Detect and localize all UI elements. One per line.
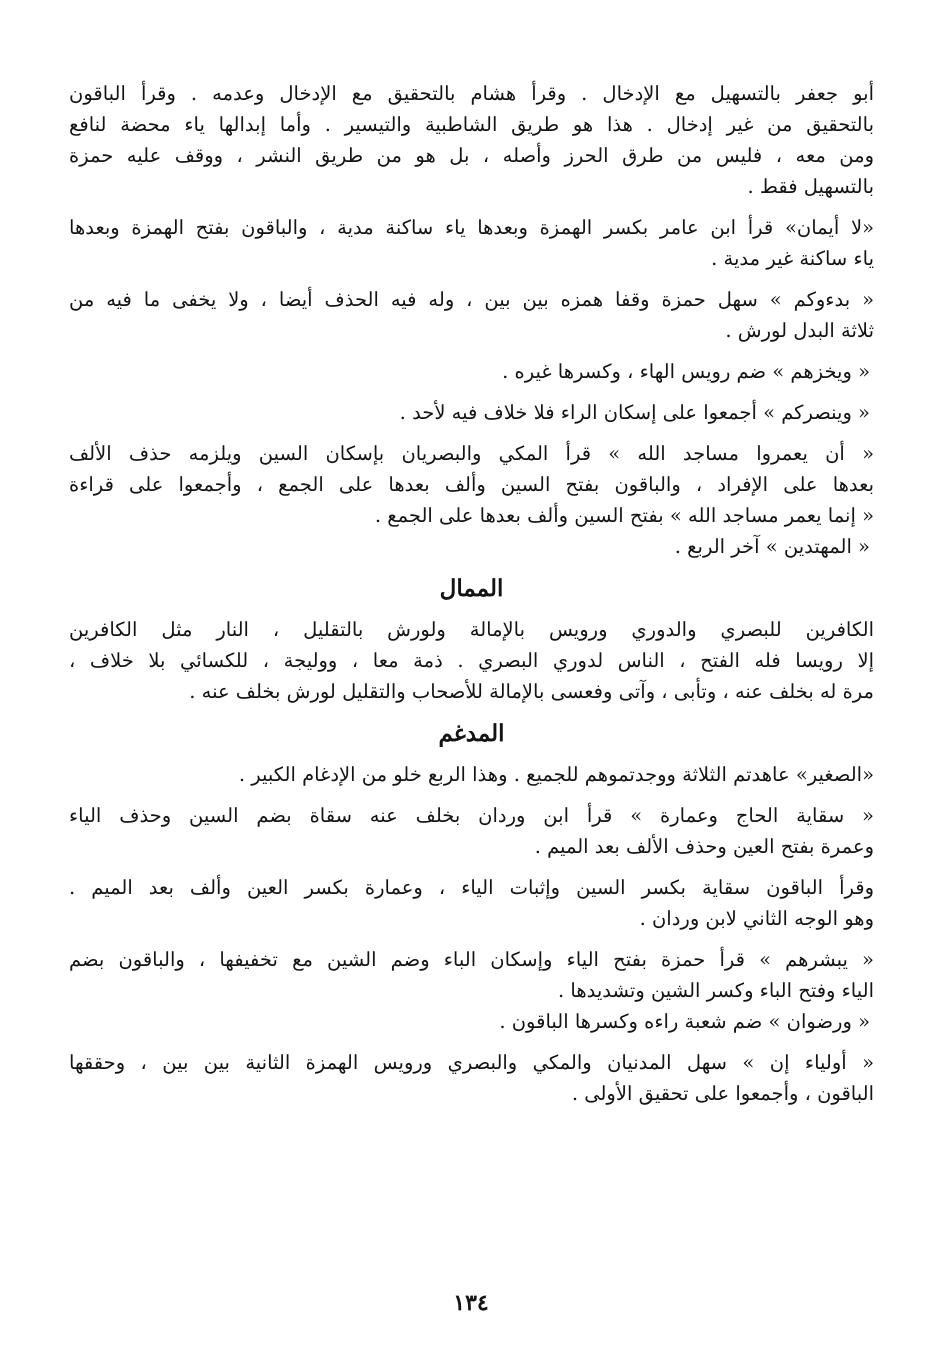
- text-line: مرة له بخلف عنه ، وتأبى ، وآتى وفعسى بالإمالة للأصحاب والتقليل لورش بخلف عنه .: [189, 680, 874, 703]
- section-mudgham: [69, 759, 874, 1109]
- text-line: «لا أيمان» قرأ ابن عامر بكسر الهمزة وبعدها ياء ساكنة مدية ، والباقون بفتح الهمزة وبعدها: [69, 216, 874, 239]
- text-line: « ويخزهم » ضم رويس الهاء ، وكسرها غيره .: [502, 360, 870, 383]
- text-line: وعمرة بفتح العين وحذف الألف بعد الميم .: [534, 835, 874, 858]
- text-line: « يبشرهم » قرأ حمزة بفتح الياء وإسكان الباء وضم الشين مع تخفيفها ، والباقون بضم: [69, 948, 874, 971]
- text-line: « وينصركم » أجمعوا على إسكان الراء فلا خلاف فيه لأحد .: [399, 401, 870, 424]
- text-line: أبو جعفر بالتسهيل مع الإدخال . وقرأ هشام بالتحقيق مع الإدخال وعدمه . وقرأ الباقون: [69, 82, 874, 105]
- text-line: « أن يعمروا مساجد الله » قرأ المكي والبصريان بإسكان السين ويلزمه حذف الألف: [69, 442, 874, 465]
- section-mumal: [69, 614, 874, 707]
- section-top: [69, 78, 874, 562]
- text-line: « أولياء إن » سهل المدنيان والمكي والبصري ورويس الهمزة الثانية بين بين ، وحققها: [69, 1051, 874, 1074]
- section-heading-mudgham: المدغم: [438, 720, 505, 747]
- text-line: ياء ساكنة غير مدية .: [711, 247, 874, 270]
- text-line: وهو الوجه الثاني لابن وردان .: [639, 907, 874, 930]
- text-line: « سقاية الحاج وعمارة » قرأ ابن وردان بخلف عنه سقاة بضم السين وحذف الياء: [69, 804, 874, 827]
- page-body: [69, 78, 874, 1109]
- text-line: بالتسهيل فقط .: [747, 175, 874, 198]
- text-line: الباقون ، وأجمعوا على تحقيق الأولى .: [571, 1082, 874, 1105]
- page-number: ١٣٤: [453, 1290, 489, 1316]
- text-line: الياء وفتح الباء وكسر الشين وتشديدها .: [557, 979, 874, 1002]
- text-line: « المهتدين » آخر الربع .: [674, 535, 870, 558]
- text-line: ومن معه ، فليس من طرق الحرز وأصله ، بل هو من طريق النشر ، ووقف عليه حمزة: [69, 144, 874, 167]
- text-line: «الصغير» عاهدتم الثلاثة ووجدتموهم للجميع . وهذا الربع خلو من الإدغام الكبير .: [238, 763, 874, 786]
- text-line: بعدها على الإفراد ، والباقون بفتح السين وألف بعدها على الجمع ، وأجمعوا على قراءة: [69, 473, 874, 496]
- text-line: إلا رويسا فله الفتح ، الناس لدوري البصري . ذمة معا ، ووليجة ، للكسائي بلا خلاف ،: [69, 649, 874, 672]
- text-line: الكافرين للبصري والدوري ورويس بالإمالة ولورش بالتقليل ، النار مثل الكافرين: [69, 618, 874, 641]
- text-line: « بدءوكم » سهل حمزة وقفا همزه بين بين ، وله فيه الحذف أيضا ، ولا يخفى ما فيه من: [69, 288, 874, 311]
- section-heading-mumal: الممال: [439, 575, 504, 602]
- text-line: وقرأ الباقون سقاية بكسر السين وإثبات الياء ، وعمارة بكسر العين وألف بعد الميم .: [69, 876, 874, 899]
- text-line: « إنما يعمر مساجد الله » بفتح السين وألف بعدها على الجمع .: [374, 504, 874, 527]
- text-line: ثلاثة البدل لورش .: [725, 319, 874, 342]
- text-line: « ورضوان » ضم شعبة راءه وكسرها الباقون .: [499, 1010, 870, 1033]
- text-line: بالتحقيق من غير إدخال . هذا هو طريق الشاطبية والتيسير . وأما إبدالها ياء محضة لنافع: [69, 113, 874, 136]
